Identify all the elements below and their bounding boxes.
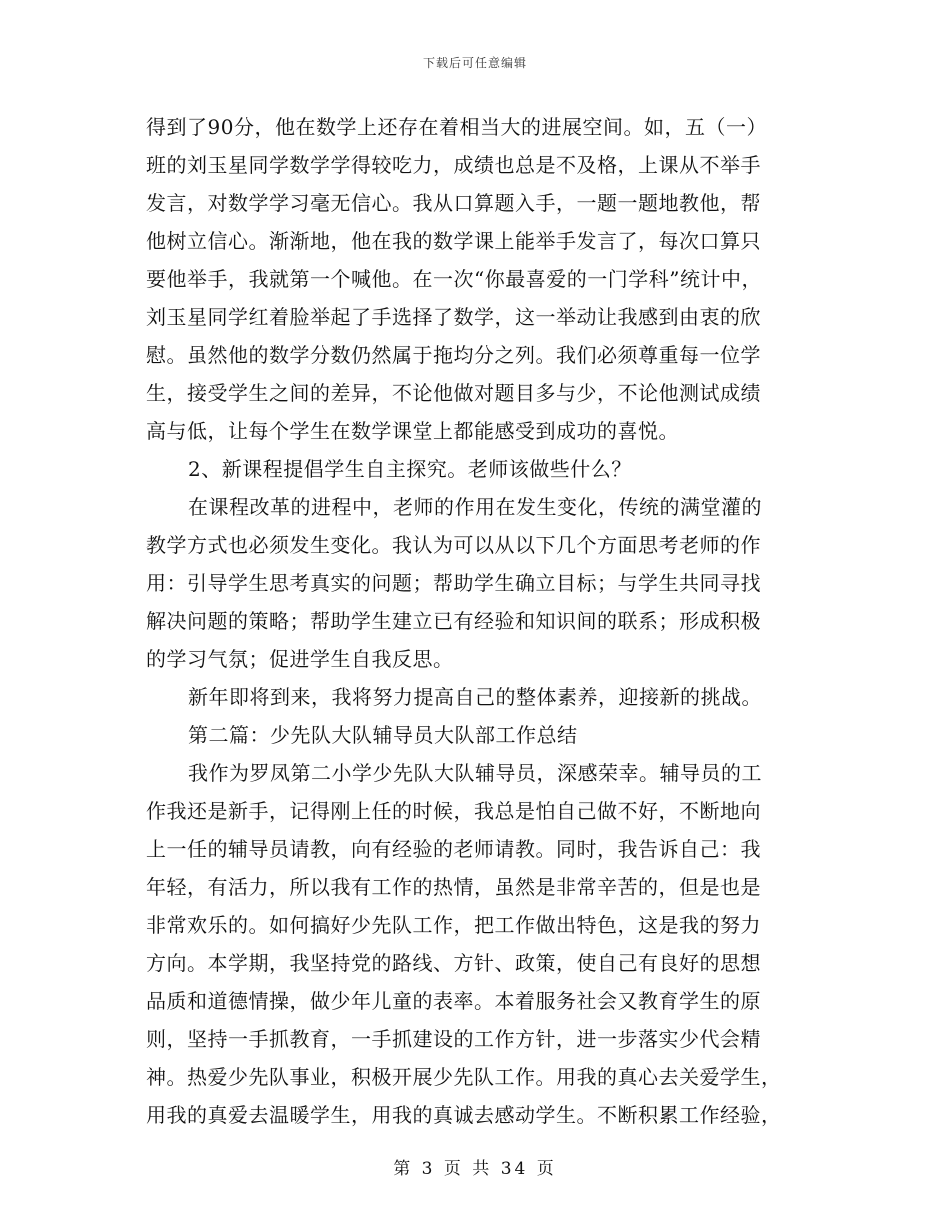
page-number: 第 3 页 共 34 页 xyxy=(393,1159,557,1179)
text-line: 方向。本学期，我坚持党的路线、方针、政策，使自己有良好的思想 xyxy=(146,951,761,975)
text-line: 品质和道德情操，做少年儿童的表率。本着服务社会又教育学生的原 xyxy=(146,989,761,1013)
text-line: 2、新课程提倡学生自主探究。老师该做些什么？ xyxy=(188,457,632,481)
text-line: 的学习气氛；促进学生自我反思。 xyxy=(146,647,454,671)
text-line: 生，接受学生之间的差异，不论他做对题目多与少，不论他测试成绩 xyxy=(146,381,761,405)
text-line: 年轻，有活力，所以我有工作的热情，虽然是非常辛苦的，但是也是 xyxy=(146,875,761,899)
text-line: 慰。虽然他的数学分数仍然属于拖均分之列。我们必须尊重每一位学 xyxy=(146,343,761,367)
text-line: 上一任的辅导员请教，向有经验的老师请教。同时，我告诉自己：我 xyxy=(146,837,761,861)
text-line: 在课程改革的进程中，老师的作用在发生变化，传统的满堂灌的 xyxy=(188,495,762,519)
text-line: 我作为罗凤第二小学少先队大队辅导员，深感荣幸。辅导员的工 xyxy=(188,761,762,785)
text-line: 用：引导学生思考真实的问题；帮助学生确立目标；与学生共同寻找 xyxy=(146,571,761,595)
text-line: 教学方式也必须发生变化。我认为可以从以下几个方面思考老师的作 xyxy=(146,533,761,557)
body-text xyxy=(146,108,811,1134)
text-line: 他树立信心。渐渐地，他在我的数学课上能举手发言了，每次口算只 xyxy=(146,229,761,253)
text-line: 新年即将到来，我将努力提高自己的整体素养，迎接新的挑战。 xyxy=(188,685,762,709)
text-line: 作我还是新手，记得刚上任的时候，我总是怕自己做不好，不断地向 xyxy=(146,799,761,823)
header-note: 下载后可任意编辑 xyxy=(422,56,527,70)
text-line: 得到了90分，他在数学上还存在着相当大的进展空间。如，五（一） xyxy=(146,115,767,139)
text-line: 解决问题的策略；帮助学生建立已有经验和知识间的联系；形成积极 xyxy=(146,609,761,633)
text-line: 则，坚持一手抓教育，一手抓建设的工作方针，进一步落实少代会精 xyxy=(146,1027,761,1051)
text-line: 用我的真爱去温暖学生，用我的真诚去感动学生。不断积累工作经验， xyxy=(146,1103,782,1127)
text-line: 神。热爱少先队事业，积极开展少先队工作。用我的真心去关爱学生， xyxy=(146,1065,782,1089)
text-line: 刘玉星同学红着脸举起了手选择了数学，这一举动让我感到由衷的欣 xyxy=(146,305,761,329)
text-line: 发言，对数学学习毫无信心。我从口算题入手，一题一题地教他，帮 xyxy=(146,191,761,215)
text-line: 第二篇：少先队大队辅导员大队部工作总结 xyxy=(188,723,578,747)
text-line: 高与低，让每个学生在数学课堂上都能感受到成功的喜悦。 xyxy=(146,419,679,443)
text-line: 班的刘玉星同学数学学得较吃力，成绩也总是不及格，上课从不举手 xyxy=(146,153,761,177)
text-line: 非常欢乐的。如何搞好少先队工作，把工作做出特色，这是我的努力 xyxy=(146,913,761,937)
text-line: 要他举手，我就第一个喊他。在一次“你最喜爱的一门学科”统计中， xyxy=(146,267,762,291)
